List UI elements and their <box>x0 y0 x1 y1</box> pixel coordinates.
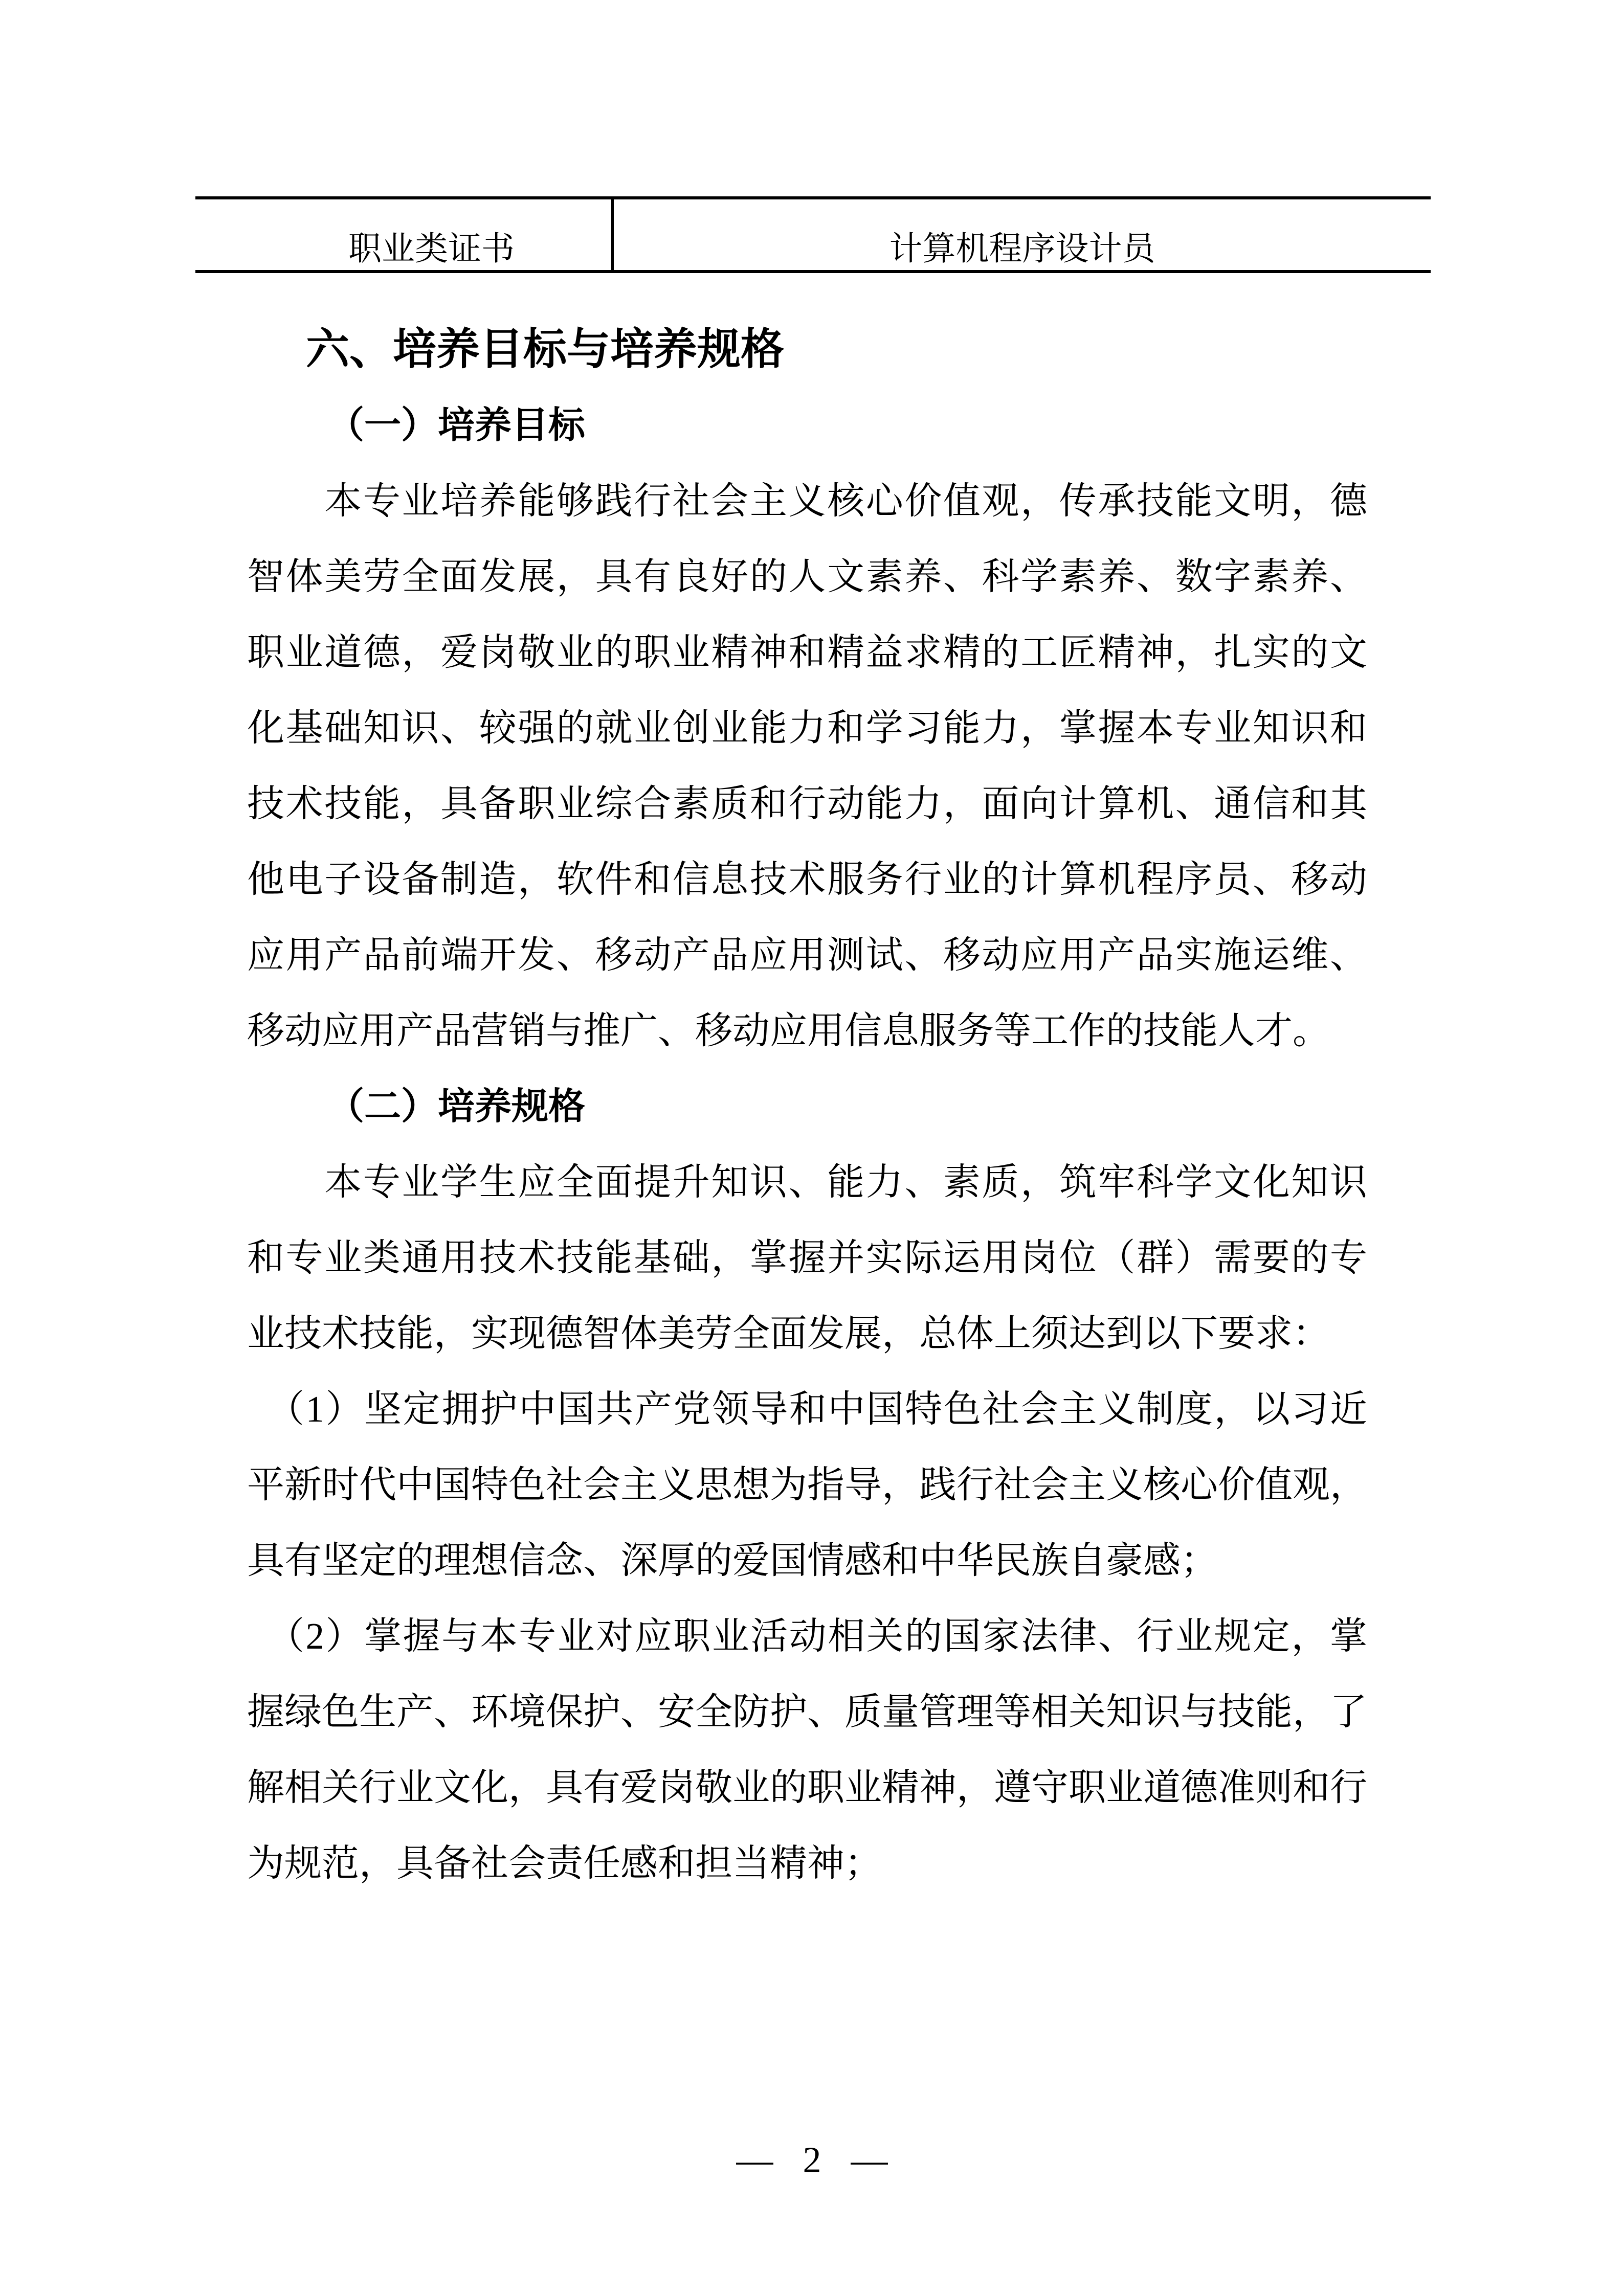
paragraph-line: 应用产品前端开发、移动产品应用测试、移动应用产品实施运维、 <box>247 934 1367 976</box>
subsection-heading-2: （二）培养规格 <box>327 1086 586 1127</box>
paragraph-line: 平新时代中国特色社会主义思想为指导，践行社会主义核心价值观， <box>247 1464 1367 1505</box>
paragraph-line: （2）掌握与本专业对应职业活动相关的国家法律、行业规定，掌 <box>247 1615 1367 1657</box>
paragraph-line: 技术技能，具备职业综合素质和行动能力，面向计算机、通信和其 <box>247 783 1367 824</box>
certificate-type-label: 职业类证书 <box>348 230 515 267</box>
paragraph-line: 他电子设备制造，软件和信息技术服务行业的计算机程序员、移动 <box>247 859 1367 900</box>
paragraph-line: 移动应用产品营销与推广、移动应用信息服务等工作的技能人才。 <box>247 1010 1330 1051</box>
paragraph-requirement-2 <box>247 1599 1367 1901</box>
paragraph-line: （1）坚定拥护中国共产党领导和中国特色社会主义制度，以习近 <box>247 1388 1367 1430</box>
paragraph-line: 解相关行业文化，具有爱岗敬业的职业精神，遵守职业道德准则和行 <box>247 1767 1367 1808</box>
document-body <box>247 312 1367 1901</box>
paragraph-training-specs-intro <box>247 1144 1367 1371</box>
paragraph-line: 职业道德，爱岗敬业的职业精神和精益求精的工匠精神，扎实的文 <box>247 632 1367 673</box>
paragraph-line: 本专业培养能够践行社会主义核心价值观，传承技能文明，德 <box>247 480 1367 522</box>
paragraph-line: 为规范，具备社会责任感和担当精神； <box>247 1842 882 1884</box>
section-heading: 六、培养目标与培养规格 <box>306 326 785 374</box>
table-cell-certificate-type <box>195 199 614 270</box>
paragraph-line: 本专业学生应全面提升知识、能力、素质，筑牢科学文化知识 <box>247 1161 1367 1203</box>
page-number: — 2 — <box>736 2140 888 2180</box>
paragraph-line: 业技术技能，实现德智体美劳全面发展，总体上须达到以下要求： <box>247 1313 1330 1354</box>
paragraph-training-objectives <box>247 463 1367 1069</box>
subsection-heading-1: （一）培养目标 <box>327 405 586 446</box>
certificate-name-value: 计算机程序设计员 <box>889 230 1155 267</box>
paragraph-line: 智体美劳全面发展，具有良好的人文素养、科学素养、数字素养、 <box>247 556 1367 597</box>
table-cell-certificate-name <box>614 199 1431 270</box>
paragraph-line: 具有坚定的理想信念、深厚的爱国情感和中华民族自豪感； <box>247 1540 1218 1581</box>
paragraph-line: 化基础知识、较强的就业创业能力和学习能力，掌握本专业知识和 <box>247 707 1367 749</box>
page-footer <box>0 2122 1624 2198</box>
paragraph-line: 和专业类通用技术技能基础，掌握并实际运用岗位（群）需要的专 <box>247 1237 1367 1278</box>
paragraph-line: 握绿色生产、环境保护、安全防护、质量管理等相关知识与技能，了 <box>247 1691 1367 1732</box>
certificate-table <box>195 196 1431 273</box>
paragraph-requirement-1 <box>247 1371 1367 1599</box>
